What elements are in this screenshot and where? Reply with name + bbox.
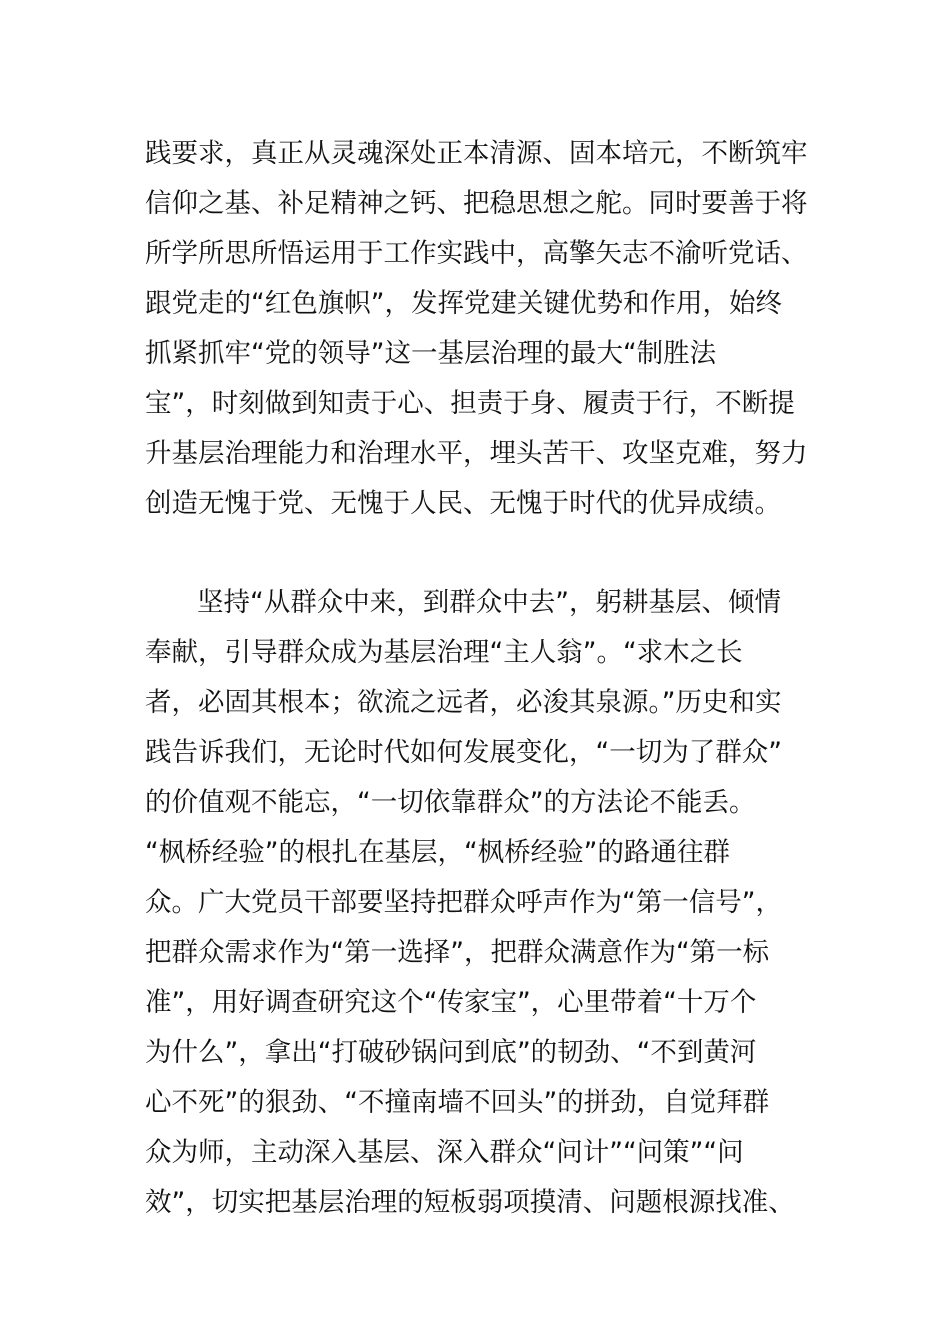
paragraph-line: 众。广大党员干部要坚持把群众呼声作为“第一信号”，	[145, 887, 782, 918]
paragraph-line: 奉献，引导群众成为基层治理“主人翁”。“求木之长	[145, 637, 743, 668]
paragraph-line: 准”，用好调查研究这个“传家宝”，心里带着“十万个	[145, 987, 757, 1018]
paragraph-line: 的价值观不能忘，“一切依靠群众”的方法论不能丢。	[145, 787, 756, 818]
paragraph-line: 信仰之基、补足精神之钙、把稳思想之舵。同时要善于将	[145, 188, 808, 219]
paragraph-line: 坚持“从群众中来，到群众中去”，躬耕基层、倾情	[197, 587, 781, 618]
paragraph-line: 者，必固其根本；欲流之远者，必浚其泉源。”历史和实	[145, 687, 782, 718]
paragraph-line: “枫桥经验”的根扎在基层，“枫桥经验”的路通往群	[145, 837, 730, 868]
paragraph-line: 跟党走的“红色旗帜”，发挥党建关键优势和作用，始终	[145, 288, 782, 319]
paragraph-line: 心不死”的狠劲、“不撞南墙不回头”的拼劲，自觉拜群	[145, 1087, 770, 1118]
paragraph-line: 升基层治理能力和治理水平，埋头苦干、攻坚克难，努力	[145, 438, 808, 469]
paragraph-line: 为什么”，拿出“打破砂锅问到底”的韧劲、“不到黄河	[145, 1037, 757, 1068]
paragraph-line: 抓紧抓牢“党的领导”这一基层治理的最大“制胜法	[145, 338, 717, 369]
paragraph-line: 把群众需求作为“第一选择”，把群众满意作为“第一标	[145, 937, 770, 968]
paragraph-line: 所学所思所悟运用于工作实践中，高擎矢志不渝听党话、	[145, 238, 808, 269]
paragraph-line: 效”，切实把基层治理的短板弱项摸清、问题根源找准、	[145, 1187, 795, 1218]
paragraph-line: 践要求，真正从灵魂深处正本清源、固本培元，不断筑牢	[145, 138, 808, 169]
paragraph-line: 众为师，主动深入基层、深入群众“问计”“问策”“问	[145, 1137, 744, 1168]
paragraph-line: 践告诉我们，无论时代如何发展变化，“一切为了群众”	[145, 737, 782, 768]
paragraph-line: 宝”，时刻做到知责于心、担责于身、履责于行，不断提	[145, 388, 795, 419]
paragraph-line: 创造无愧于党、无愧于人民、无愧于时代的优异成绩。	[145, 488, 781, 519]
